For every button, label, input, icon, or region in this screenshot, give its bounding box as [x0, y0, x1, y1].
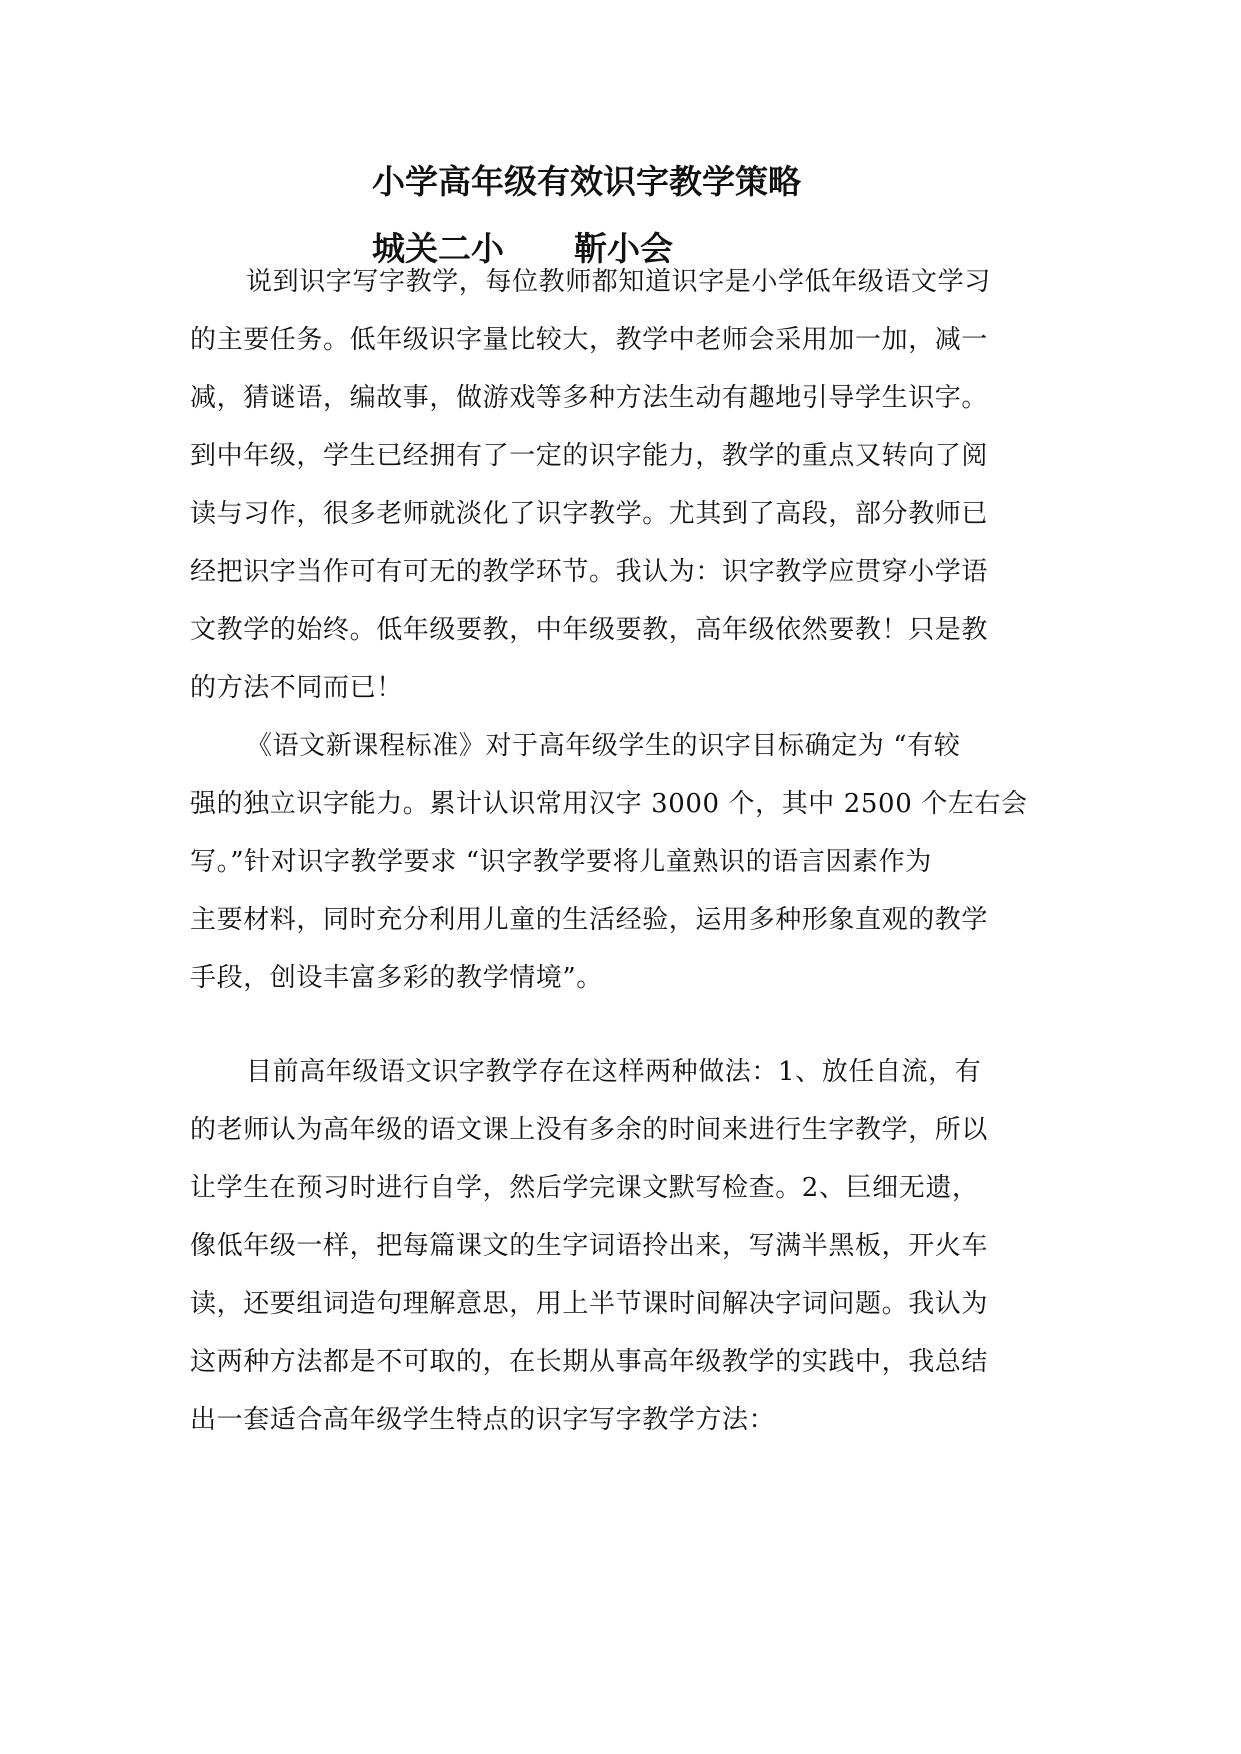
paragraph-1-line-5: 读与习作，很多老师就淡化了识字教学。尤其到了高段，部分教师已	[190, 499, 989, 529]
paragraph-1-line-4: 到中年级，学生已经拥有了一定的识字能力，教学的重点又转向了阅	[190, 441, 989, 471]
paragraph-1-line-2: 的主要任务。低年级识字量比较大，教学中老师会采用加一加，减一	[190, 325, 989, 355]
paragraph-2-line-1: 《语文新课程标准》对于高年级学生的识字目标确定为 “有较	[246, 731, 961, 761]
paragraph-3-line-6: 这两种方法都是不可取的，在长期从事高年级教学的实践中，我总结	[190, 1347, 989, 1377]
paragraph-3-line-5: 读，还要组词造句理解意思，用上半节课时间解决字词问题。我认为	[190, 1289, 989, 1319]
school-name: 城关二小	[372, 229, 504, 268]
paragraph-2-line-5: 手段，创设丰富多彩的教学情境”。	[190, 963, 603, 993]
author-name: 靳小会	[574, 229, 673, 268]
paragraph-3-line-1: 目前高年级语文识字教学存在这样两种做法：1、放任自流，有	[246, 1057, 982, 1087]
paragraph-3-line-7: 出一套适合高年级学生特点的识字写字教学方法：	[190, 1405, 776, 1435]
paragraph-1-line-7: 文教学的始终。低年级要教，中年级要教，高年级依然要教！只是教	[190, 615, 989, 645]
paragraph-1-line-6: 经把识字当作可有可无的教学环节。我认为：识字教学应贯穿小学语	[190, 557, 989, 587]
paragraph-2-line-4: 主要材料，同时充分利用儿童的生活经验，运用多种形象直观的教学	[190, 905, 989, 935]
paragraph-1-line-8: 的方法不同而已！	[190, 673, 403, 703]
paragraph-3-line-4: 像低年级一样，把每篇课文的生字词语拎出来，写满半黑板，开火车	[190, 1231, 989, 1261]
paragraph-2-line-3: 写。”针对识字教学要求 “识字教学要将儿童熟识的语言因素作为	[190, 847, 932, 877]
paragraph-3-line-3: 让学生在预习时进行自学，然后学完课文默写检查。2、巨细无遗，	[190, 1173, 979, 1203]
paragraph-1-line-3: 减，猜谜语，编故事，做游戏等多种方法生动有趣地引导学生识字。	[190, 383, 989, 413]
paragraph-2-line-2: 强的独立识字能力。累计认识常用汉字 3000 个，其中 2500 个左右会	[190, 789, 1028, 819]
paragraph-3-line-2: 的老师认为高年级的语文课上没有多余的时间来进行生字教学，所以	[190, 1115, 989, 1145]
paragraph-1-line-1: 说到识字写字教学，每位教师都知道识字是小学低年级语文学习	[246, 267, 991, 297]
document-title: 小学高年级有效识字教学策略	[372, 162, 801, 201]
